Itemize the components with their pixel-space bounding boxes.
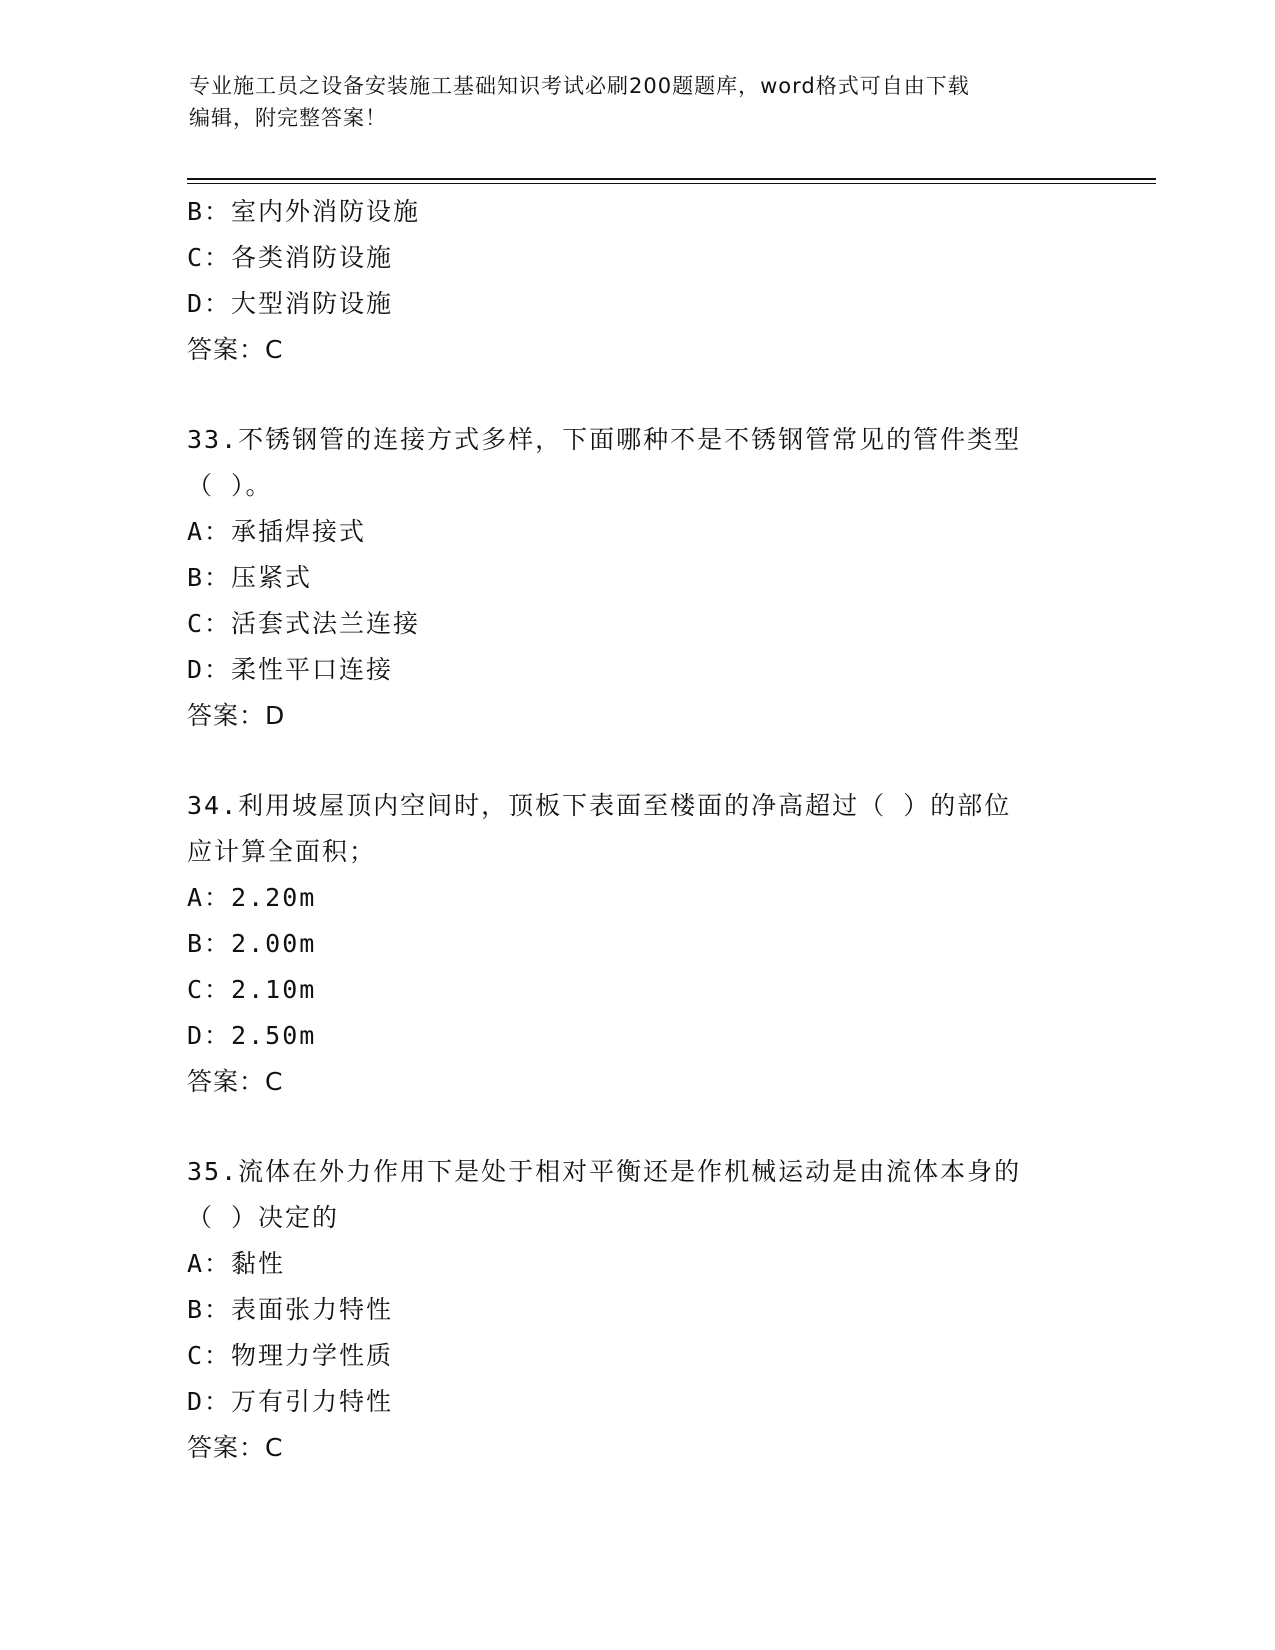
header-line-2: 编辑，附完整答案！ [189, 106, 387, 130]
option-c: C：物理力学性质 [187, 1341, 394, 1370]
option-a: A：承插焊接式 [187, 517, 367, 546]
option-c: C：2.10m [187, 975, 317, 1004]
option-d: D：柔性平口连接 [187, 655, 394, 684]
option-d: D：大型消防设施 [187, 289, 394, 318]
header-rule-thick [187, 178, 1156, 180]
question-stem-continued: （ ）。 [187, 471, 273, 500]
question-34 [187, 783, 1087, 1105]
previous-question-tail [187, 189, 1087, 373]
option-d: D：2.50m [187, 1021, 317, 1050]
question-stem-continued: （ ）决定的 [187, 1203, 340, 1232]
header-rule-thin [187, 183, 1156, 184]
document-header [189, 70, 1089, 134]
question-list [187, 189, 1087, 1471]
answer-line: 答案：C [187, 1433, 284, 1462]
question-35 [187, 1149, 1087, 1471]
answer-line: 答案：C [187, 335, 284, 364]
question-stem: 33.不锈钢管的连接方式多样，下面哪种不是不锈钢管常见的管件类型 [187, 425, 1022, 454]
option-c: C：各类消防设施 [187, 243, 394, 272]
option-c: C：活套式法兰连接 [187, 609, 421, 638]
option-d: D：万有引力特性 [187, 1387, 394, 1416]
option-b: B：2.00m [187, 929, 317, 958]
question-33 [187, 417, 1087, 739]
answer-line: 答案：C [187, 1067, 284, 1096]
option-b: B：室内外消防设施 [187, 197, 421, 226]
option-b: B：表面张力特性 [187, 1295, 394, 1324]
option-a: A：2.20m [187, 883, 317, 912]
option-b: B：压紧式 [187, 563, 313, 592]
option-a: A：黏性 [187, 1249, 286, 1278]
question-stem: 35.流体在外力作用下是处于相对平衡还是作机械运动是由流体本身的 [187, 1157, 1022, 1186]
question-stem-continued: 应计算全面积； [187, 837, 377, 866]
header-line-1: 专业施工员之设备安装施工基础知识考试必刷200题题库，word格式可自由下载 [189, 74, 970, 98]
question-stem: 34.利用坡屋顶内空间时，顶板下表面至楼面的净高超过（ ）的部位 [187, 791, 1012, 820]
answer-line: 答案：D [187, 701, 286, 730]
